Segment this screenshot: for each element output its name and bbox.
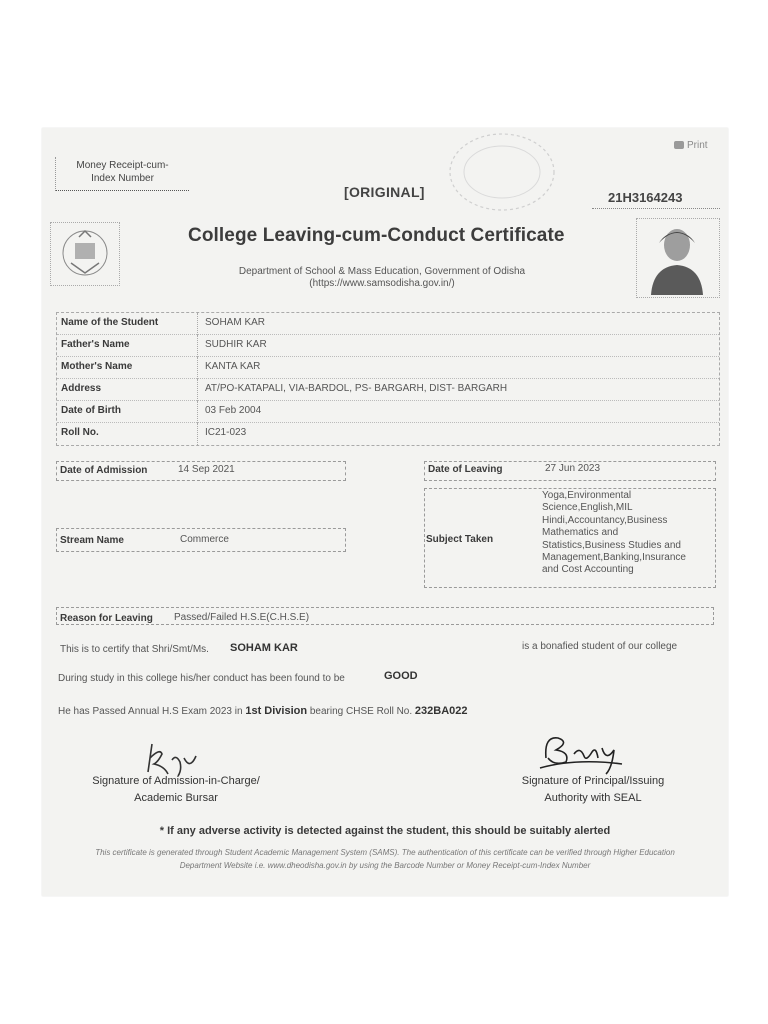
print-link[interactable] [674, 140, 708, 151]
student-photo-icon [637, 219, 719, 297]
exam-chse-roll: 232BA022 [414, 705, 468, 717]
footer-note-line2: Department Website i.e. www.dheodisha.gov.in by using the Barcode Number or Money Receipt-cum-Index Number [179, 861, 591, 870]
row-separator [197, 401, 198, 423]
seal-stamp-icon [442, 132, 562, 222]
row-separator [197, 357, 198, 379]
index-number: 21H3164243 [608, 190, 683, 205]
label-address: Address [61, 383, 102, 394]
value-date-of-leaving: 27 Jun 2023 [545, 463, 601, 474]
certify-student-name [230, 642, 298, 654]
label-date-of-birth: Date of Birth [61, 405, 121, 416]
row-separator [197, 379, 198, 401]
bursar-signature-line1: Signature of Admission-in-Charge/ [92, 775, 260, 787]
exam-line [58, 705, 468, 717]
label-student-name: Name of the Student [61, 317, 159, 328]
odisha-emblem-icon [51, 223, 119, 285]
bursar-signature-line2: Academic Bursar [134, 792, 218, 804]
subject-line: and Cost Accounting [542, 564, 634, 576]
label-subject-taken: Subject Taken [426, 534, 494, 545]
exam-line-prefix: He has Passed Annual H.S Exam 2023 in [58, 706, 243, 717]
value-date-of-admission: 14 Sep 2021 [178, 464, 235, 475]
value-date-of-birth: 03 Feb 2004 [205, 405, 262, 416]
conduct-value-text: GOOD [384, 670, 418, 682]
row-date-of-birth [57, 401, 719, 423]
value-reason-for-leaving: Passed/Failed H.S.E(C.H.S.E) [174, 612, 310, 623]
value-mother-name: KANTA KAR [205, 361, 261, 372]
bursar-signature-caption [76, 773, 276, 807]
index-underline [592, 208, 720, 209]
label-father-name: Father's Name [61, 339, 130, 350]
certify-line-prefix: This is to certify that Shri/Smt/Ms. [60, 644, 209, 655]
adverse-activity-note: * If any adverse activity is detected against the student, this should be suitably alerted [159, 825, 611, 837]
label-date-of-admission: Date of Admission [60, 465, 148, 476]
row-separator [197, 423, 198, 445]
conduct-value [384, 670, 418, 682]
receipt-label-line1: Money Receipt-cum- [76, 160, 169, 171]
value-stream-name: Commerce [180, 534, 229, 545]
certificate-sheet [42, 128, 728, 896]
money-receipt-box [55, 157, 189, 191]
value-roll-no: IC21-023 [205, 427, 247, 438]
label-mother-name: Mother's Name [61, 361, 133, 372]
label-reason-for-leaving: Reason for Leaving [60, 613, 153, 624]
footer-note-line1: This certificate is generated through Student Academic Management System (SAMS). The authentication of this certificate can be verified through Higher Education [95, 848, 675, 857]
subject-line: Hindi,Accountancy,Business [542, 514, 668, 526]
student-photo [636, 218, 720, 298]
exam-line-mid: bearing CHSE Roll No. [309, 706, 413, 717]
print-label: Print [687, 140, 708, 151]
student-info-table [56, 312, 720, 446]
footer-note [50, 846, 720, 872]
row-roll-no [57, 423, 719, 445]
subject-line: Management,Banking,Insurance [542, 552, 686, 564]
exam-division: 1st Division [245, 705, 308, 717]
subject-list [542, 490, 708, 577]
subject-line: Science,English,MIL [542, 502, 633, 514]
principal-signature-line1: Signature of Principal/Issuing [521, 775, 665, 787]
department-name: Department of School & Mass Education, Government of Odisha [238, 266, 526, 277]
printer-icon [674, 141, 684, 149]
row-mother-name [57, 357, 719, 379]
reason-box [56, 607, 714, 625]
department-website: (https://www.samsodisha.gov.in/) [309, 278, 455, 289]
emblem-box [50, 222, 120, 286]
row-address [57, 379, 719, 401]
label-date-of-leaving: Date of Leaving [428, 464, 503, 475]
subject-line: Statistics,Business Studies and [542, 539, 681, 551]
subject-line: Yoga,Environmental [542, 490, 632, 501]
value-student-name: SOHAM KAR [205, 317, 266, 328]
conduct-line-prefix: During study in this college his/her conduct has been found to be [58, 673, 345, 684]
principal-signature-icon [536, 728, 626, 778]
principal-signature-caption [508, 773, 678, 807]
certify-student-name-text: SOHAM KAR [230, 642, 298, 654]
receipt-label-line2: Index Number [91, 173, 154, 184]
row-separator [197, 313, 198, 335]
original-tag: [ORIGINAL] [344, 184, 425, 200]
value-address: AT/PO-KATAPALI, VIA-BARDOL, PS- BARGARH, DIST- BARGARH [205, 383, 508, 394]
department-text [212, 266, 552, 290]
label-roll-no: Roll No. [61, 427, 99, 438]
row-father-name [57, 335, 719, 357]
principal-signature-line2: Authority with SEAL [544, 792, 642, 804]
subject-line: Mathematics and [542, 527, 619, 539]
value-father-name: SUDHIR KAR [205, 339, 267, 350]
row-separator [197, 335, 198, 357]
certificate-title: College Leaving-cum-Conduct Certificate [188, 225, 565, 246]
row-student-name [57, 313, 719, 335]
certify-line-suffix: is a bonafied student of our college [522, 641, 678, 652]
label-stream-name: Stream Name [60, 535, 124, 546]
